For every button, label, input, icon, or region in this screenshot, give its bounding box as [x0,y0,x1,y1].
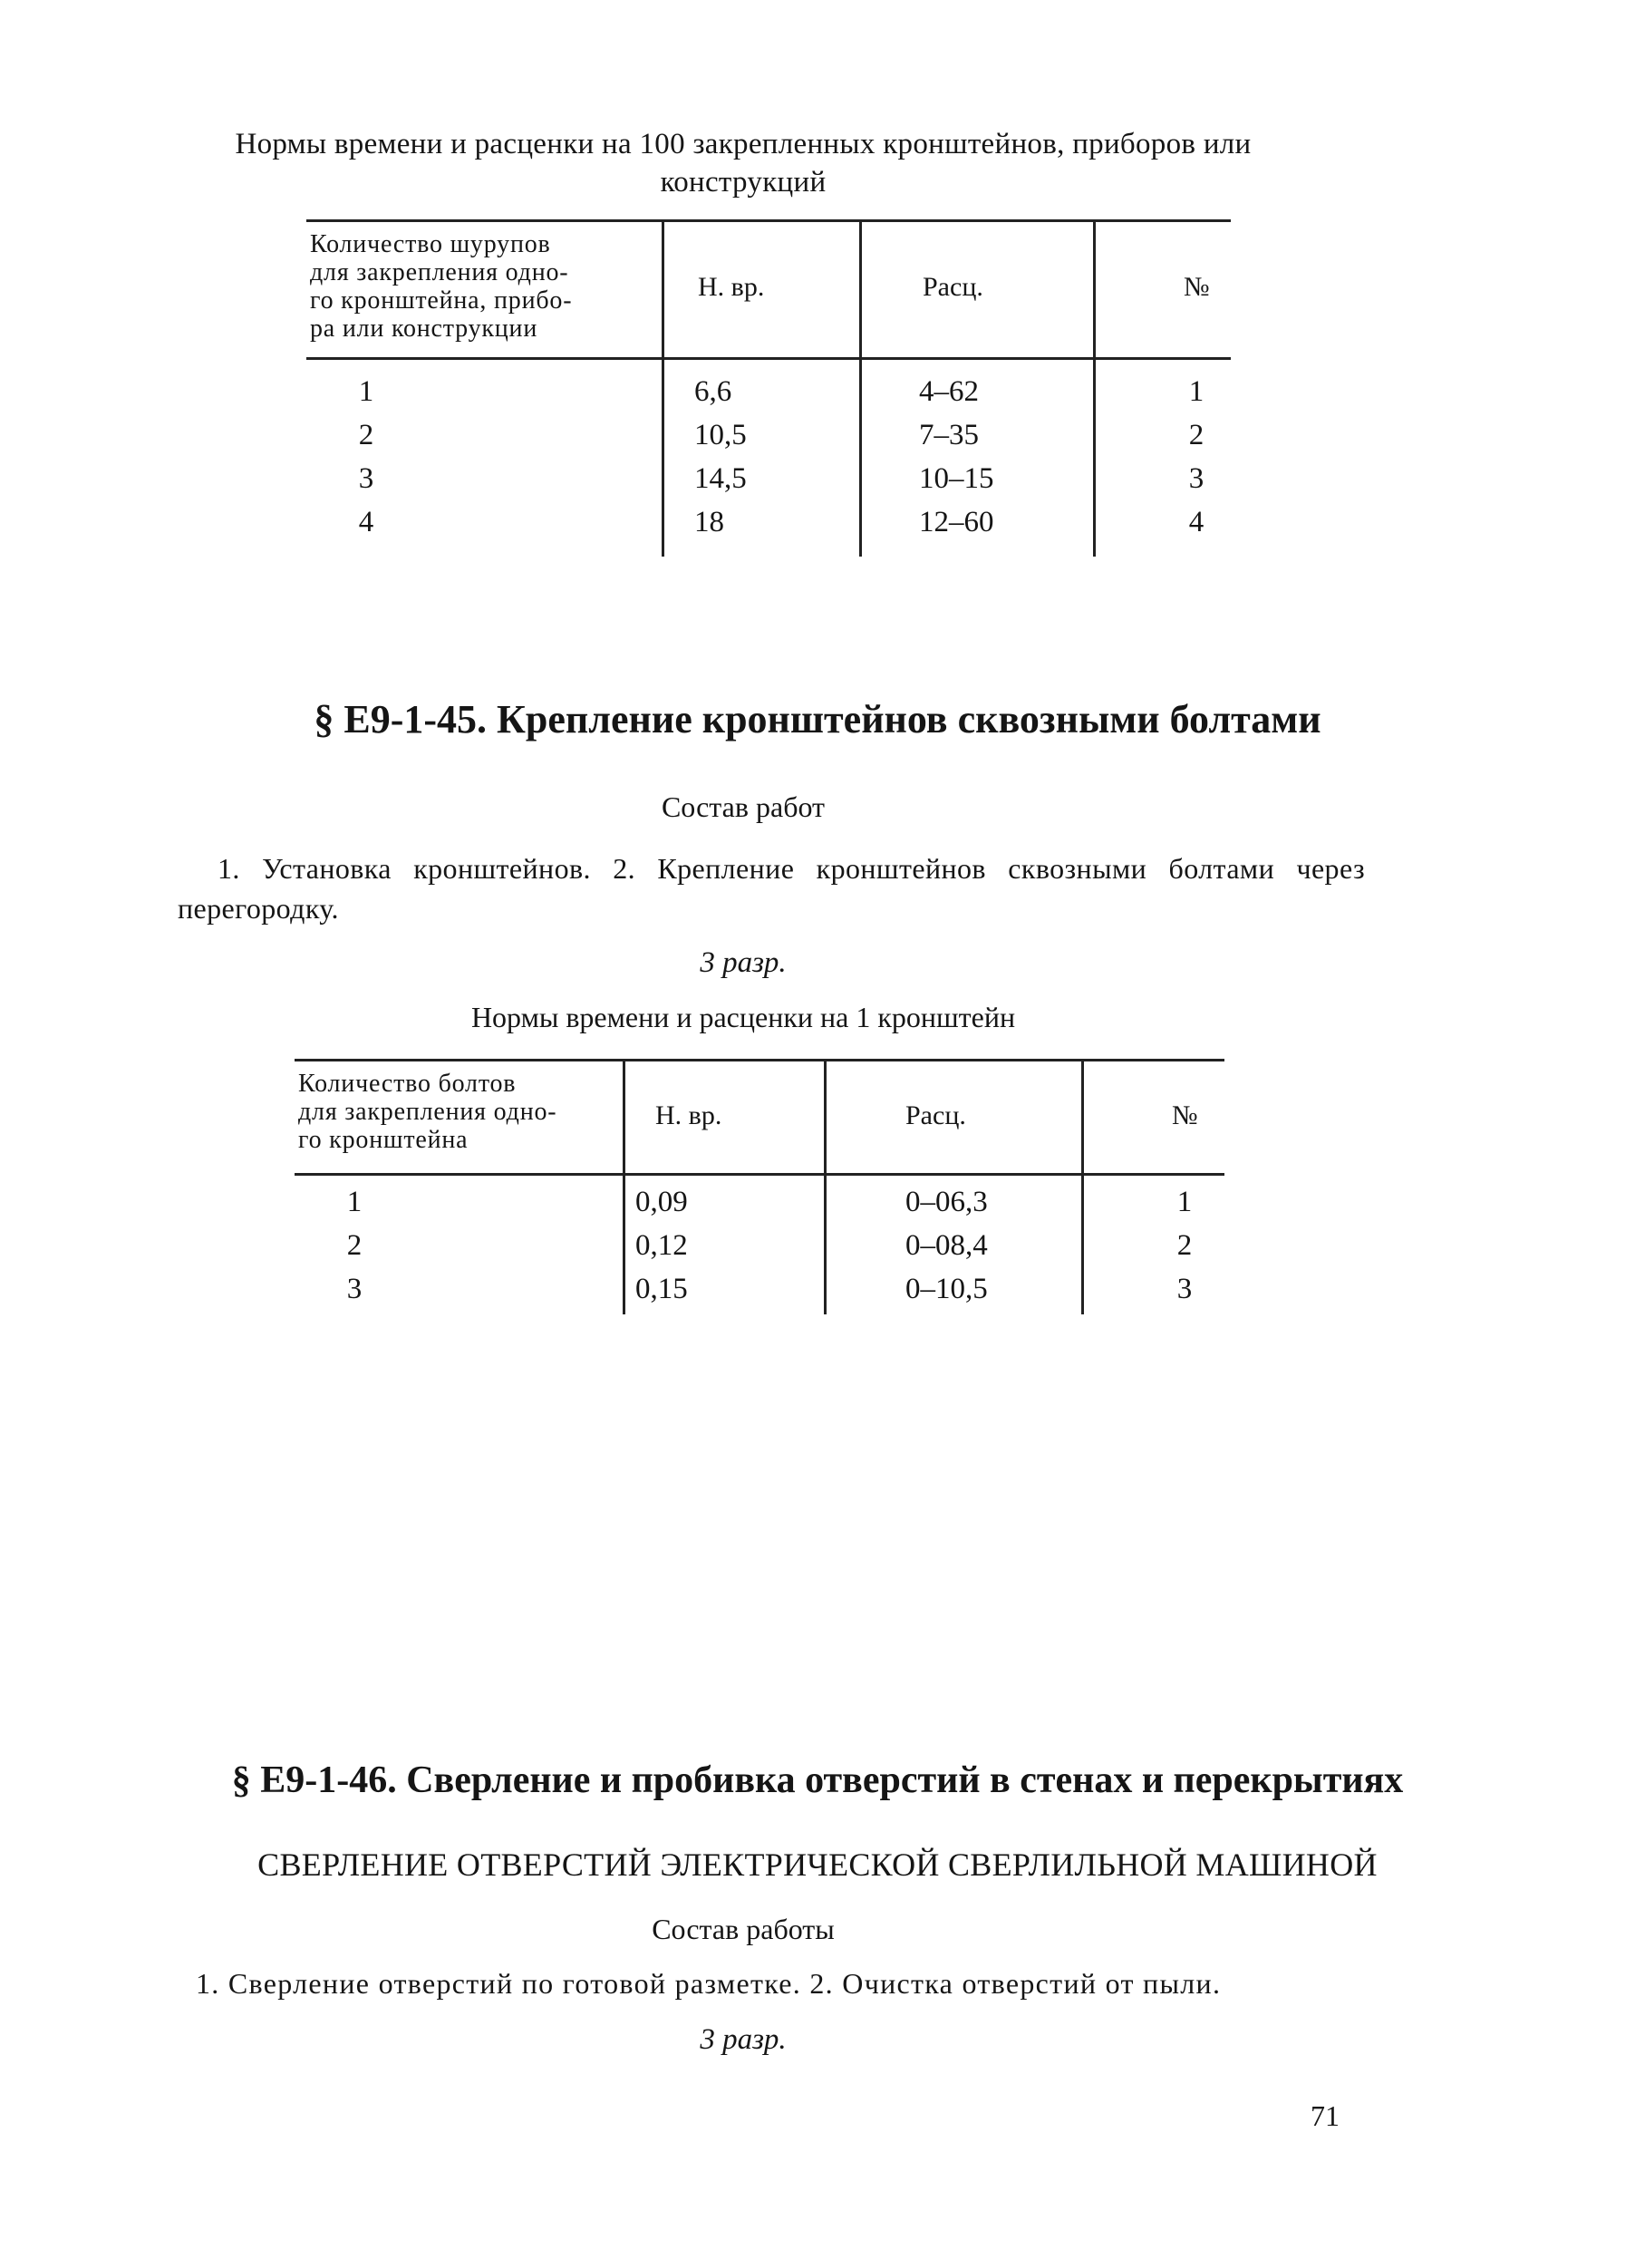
section46-title: § Е9-1-46. Сверление и пробивка отверстий в стенах и перекрытиях [231,1759,1404,1801]
header-line: Количество болтов [298,1070,517,1098]
table1-header-rule [306,357,1231,360]
table-cell: 6,6 [694,375,732,408]
table-cell: 2 [1188,419,1204,451]
table-cell: 0–08,4 [905,1229,988,1262]
section45-rank: 3 разр. [700,946,787,979]
table2-header-rule [295,1173,1224,1176]
table1-header-rasc: Расц. [923,272,983,302]
table2 [295,1059,1224,1314]
header-line: го кронштейна [298,1126,469,1154]
page-number: 71 [1311,2099,1340,2132]
section46-composition-text: 1. Сверление отверстий по готовой разметке. 2. Очистка отверстий от пыли. [196,1967,1222,2000]
table2-header-nvr: Н. вр. [655,1100,722,1130]
table-cell: 2 [1176,1229,1193,1262]
table1-col-divider [1093,219,1096,557]
section45-composition-heading: Состав работ [661,790,826,823]
table2-top-rule [295,1059,1224,1061]
table-cell: 2 [346,1229,363,1262]
table-cell: 10,5 [694,419,747,451]
table-cell: 0–06,3 [905,1186,988,1218]
table-cell: 4 [358,506,374,538]
table1-col-divider [662,219,664,557]
table-cell: 3 [1188,462,1204,495]
table-cell: 0–10,5 [905,1273,988,1305]
header-line: ра или конструкции [310,315,538,343]
table1 [306,218,1231,562]
table1-col-divider [859,219,862,557]
table-cell: 1 [1176,1186,1193,1218]
table1-caption: Нормы времени и расценки на 100 закрепленных кронштейнов, приборов или конструкций [235,128,1252,199]
table-cell: 7–35 [919,419,979,451]
header-line: для закрепления одно- [310,258,569,286]
table2-header-num: № [1172,1100,1198,1130]
table2-header-rasc: Расц. [905,1100,966,1130]
table1-top-rule [306,219,1231,222]
table-cell: 2 [358,419,374,451]
table2-col-divider [1081,1059,1084,1314]
section45-title: § Е9-1-45. Крепление кронштейнов сквозными болтами [314,697,1321,741]
table-cell: 1 [358,375,374,408]
section46-composition-heading: Состав работы [652,1913,835,1945]
table1-header-nvr: Н. вр. [698,272,765,302]
table-cell: 4 [1188,506,1204,538]
header-line: для закрепления одно- [298,1098,557,1126]
table-cell: 0,09 [635,1186,688,1218]
table-cell: 4–62 [919,375,979,408]
section45-composition-text: 1. Установка кронштейнов. 2. Крепление кронштейнов сквозными болтами через перегородку. [178,852,1365,925]
header-line: Количество шурупов [310,230,551,258]
table1-header-quantity [310,230,654,343]
table2-col-divider [623,1059,625,1314]
table2-col-divider [824,1059,827,1314]
table-cell: 1 [1188,375,1204,408]
section46-rank: 3 разр. [700,2023,787,2056]
section46-subtitle: СВЕРЛЕНИЕ ОТВЕРСТИЙ ЭЛЕКТРИЧЕСКОЙ СВЕРЛИЛЬНОЙ МАШИНОЙ [257,1846,1378,1883]
table-cell: 3 [358,462,374,495]
table-cell: 10–15 [919,462,994,495]
table2-header-quantity [298,1070,621,1154]
header-line: го кронштейна, прибо- [310,286,573,315]
table-cell: 0,15 [635,1273,688,1305]
table1-header-num: № [1184,272,1210,302]
table-cell: 12–60 [919,506,994,538]
table-cell: 18 [694,506,724,538]
table-cell: 3 [346,1273,363,1305]
table-cell: 1 [346,1186,363,1218]
table-cell: 14,5 [694,462,747,495]
table-cell: 3 [1176,1273,1193,1305]
section45-table-caption: Нормы времени и расценки на 1 кронштейн [470,1001,1016,1033]
table-cell: 0,12 [635,1229,688,1262]
